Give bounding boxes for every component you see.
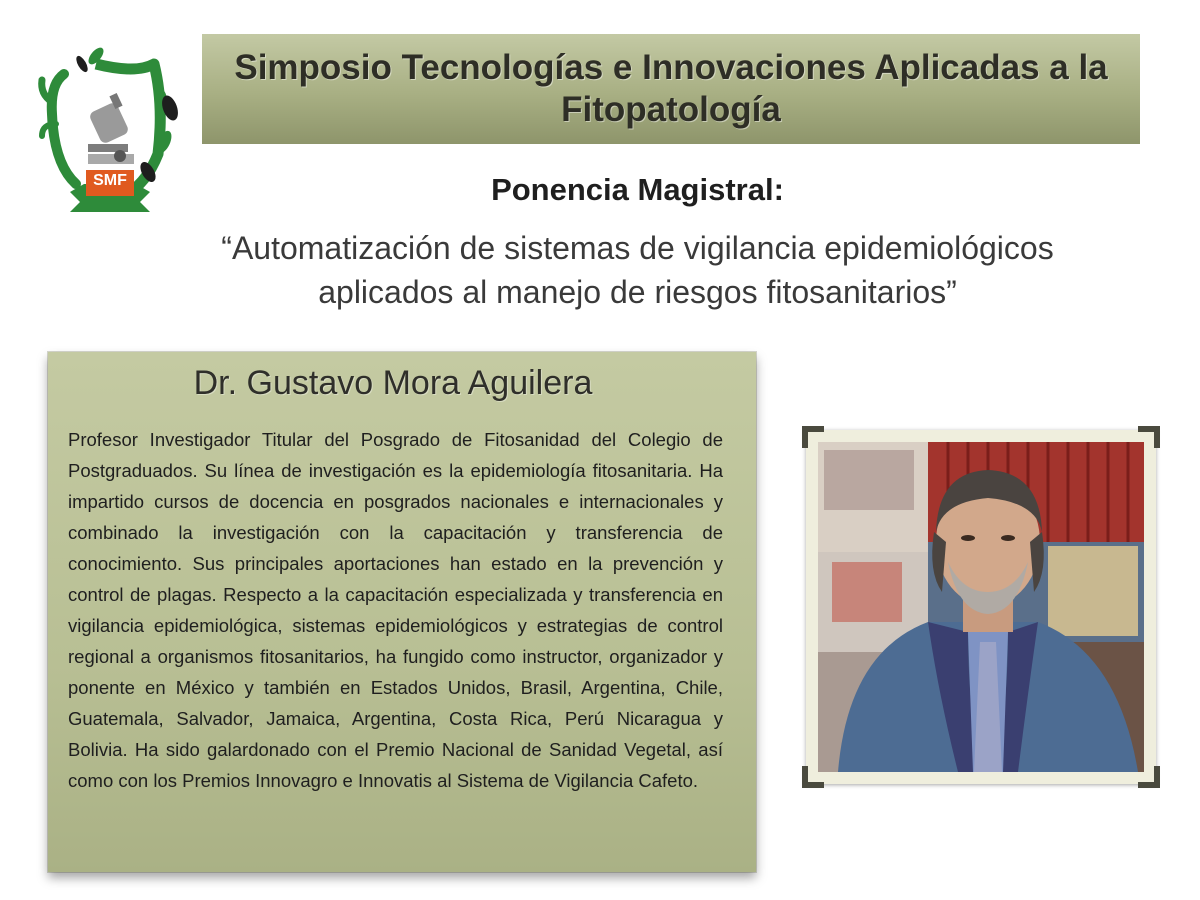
speaker-bio-card [48, 352, 756, 872]
speaker-bio: Profesor Investigador Titular del Posgrado de Fitosanidad del Colegio de Postgraduados. Su línea de investigación es la epidemiología fitosanitaria. Ha impartido cursos de docencia en posgrados nacionales e internacionales y combinado la investigación con la capacitación y transferencia de conocimiento. Sus principales aportaciones han estado en la prevención y control de plagas. Respecto a la capacitación especializada y transferencia en vigilancia epidemiológica, sistemas epidemiológicos y estrategias de control regional a organismos fitosanitarios, ha fungido como instructor, organizador y ponente en México y también en Estados Unidos, Brasil, Argentina, Chile, Guatemala, Salvador, Jamaica, Argentina, Costa Rica, Perú Nicaragua y Bolivia. Ha sido galardonado con el Premio Nacional de Sanidad Vegetal, así como con los Premios Innovagro e Innovatis al Sistema de Vigilancia Cafeto. [68, 429, 723, 791]
speaker-name: Dr. Gustavo Mora Aguilera [193, 364, 593, 402]
speaker-photo-frame [806, 430, 1156, 784]
ponencia-label: Ponencia Magistral: [491, 172, 784, 207]
talk-title: “Automatización de sistemas de vigilancia epidemiológicos aplicados al manejo de riesgos fitosanitarios” [221, 230, 1054, 310]
photo-corner-icon [1138, 426, 1160, 448]
title-banner [202, 34, 1140, 144]
logo-text: SMF [93, 172, 127, 189]
photo-corner-icon [802, 426, 824, 448]
photo-corner-icon [802, 766, 824, 788]
photo-corner-icon [1138, 766, 1160, 788]
speaker-photo [818, 442, 1144, 772]
symposium-title: Simposio Tecnologías e Innovaciones Aplicadas a la Fitopatología [234, 48, 1108, 129]
